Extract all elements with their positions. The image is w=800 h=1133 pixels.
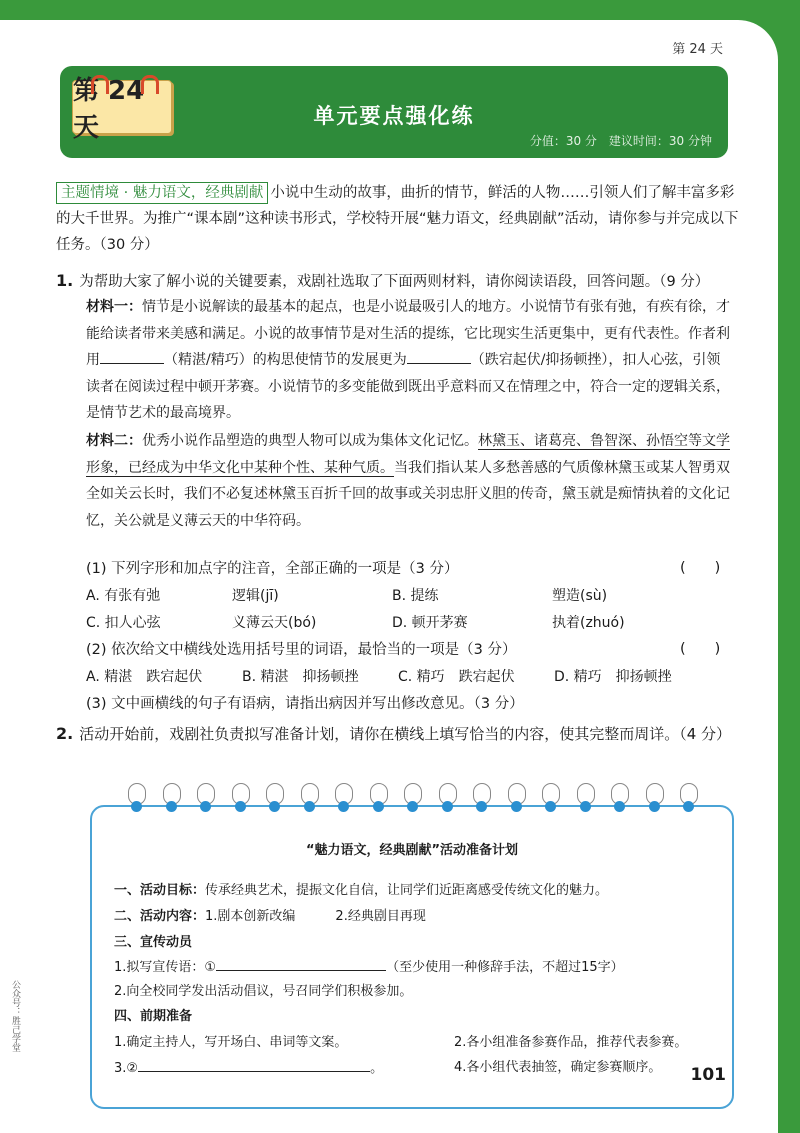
- page-title: 单元要点强化练: [313, 104, 475, 128]
- promo-text: 1.拟写宣传语：①: [114, 960, 217, 975]
- material-2: [86, 428, 734, 534]
- question-1: [56, 268, 746, 295]
- answer-blank[interactable]: [138, 1058, 370, 1072]
- spiral-ring-icon: [439, 783, 459, 813]
- answer-blank[interactable]: [216, 957, 386, 971]
- option-d-pinyin: 执着(zhuó): [552, 615, 625, 631]
- prep-text: 3.②: [114, 1061, 139, 1076]
- option-a-pinyin: 逻辑(jī): [232, 588, 279, 604]
- question-number: 1.: [56, 271, 74, 290]
- score-time-info: 分值：30 分 建议时间：30 分钟: [529, 134, 712, 148]
- section-label: 二、活动内容：: [114, 909, 206, 924]
- spiral-ring-icon: [611, 783, 631, 813]
- page-number: 101: [690, 1065, 726, 1085]
- calendar-ring-icon: [91, 75, 109, 94]
- promo-hint: （至少使用一种修辞手法，不超过15字）: [386, 960, 624, 975]
- spiral-ring-icon: [680, 783, 700, 813]
- answer-paren[interactable]: ( ): [680, 560, 721, 576]
- material-text: （精湛/精巧）的构思使情节的发展更为: [164, 352, 407, 368]
- material-label: 材料二：: [86, 433, 142, 449]
- spiral-ring-icon: [473, 783, 493, 813]
- underlined-sentence: 林黛玉、诸葛亮、鲁智深、孙悟空等文学形象，已经成为中华文化中某种个性、某种气质。: [86, 433, 730, 476]
- spiral-ring-icon: [335, 783, 355, 813]
- option-c[interactable]: C. 扣人心弦: [86, 615, 161, 631]
- spiral-ring-icon: [163, 783, 183, 813]
- section-label: 三、宣传动员: [114, 935, 193, 950]
- section-label: 四、前期准备: [114, 1009, 193, 1024]
- option-d[interactable]: D. 顿开茅赛: [392, 615, 468, 631]
- option-b[interactable]: B. 提练: [392, 588, 439, 604]
- spiral-ring-icon: [128, 783, 148, 813]
- header-banner: [60, 66, 728, 158]
- material-label: 材料一：: [86, 299, 142, 315]
- answer-paren[interactable]: ( ): [680, 641, 721, 657]
- content-item: 1.剧本创新改编: [205, 909, 296, 924]
- spiral-ring-icon: [232, 783, 252, 813]
- answer-blank[interactable]: [407, 349, 471, 364]
- material-text: （跌宕起伏/抑扬顿挫），扣人心弦，引领读者在阅读过程中顿开茅赛。小说情节的多变能做到既出乎意料而又在情理之中，符合一定的逻辑关系，是情节艺术的最高境界。: [86, 352, 730, 421]
- plan-goal-text: 传承经典艺术，提振文化自信，让同学们近距离感受传统文化的魅力。: [205, 883, 609, 898]
- material-1: [86, 294, 734, 427]
- sub-question-1: (1) 下列字形和加点字的注音，全部正确的一项是（3 分）: [86, 561, 459, 577]
- spiral-ring-icon: [508, 783, 528, 813]
- day-label-top: 第 24 天: [672, 42, 723, 57]
- option-d[interactable]: D. 精巧 抑扬顿挫: [554, 669, 672, 685]
- plan-prep-3: [114, 1058, 383, 1079]
- option-b[interactable]: B. 精湛 抑扬顿挫: [242, 669, 359, 685]
- spiral-ring-icon: [197, 783, 217, 813]
- plan-promo-1: [114, 957, 624, 978]
- side-note: 公众号：胜己学堂: [10, 980, 20, 1052]
- option-b-pinyin: 塑造(sù): [552, 588, 608, 604]
- calendar-ring-icon: [141, 75, 159, 94]
- spiral-ring-icon: [577, 783, 597, 813]
- plan-notebook: [90, 805, 734, 1109]
- spiral-ring-icon: [301, 783, 321, 813]
- material-text: 情节是小说解读的最基本的起点，也是小说最吸引人的地方。小说情节有张有弛，有疾有徐，才能给读者带来美感和满足。小说的故事情节是对生活的提练，它比现实生活更集中，更有代表性。作者利用: [86, 299, 730, 368]
- prep-text: 。: [370, 1061, 384, 1076]
- option-c-pinyin: 义薄云天(bó): [232, 615, 317, 631]
- day-badge-text: 第 24 天: [73, 76, 145, 143]
- spiral-ring-icon: [646, 783, 666, 813]
- section-label: 一、活动目标：: [114, 883, 206, 898]
- theme-tag: 主题情境 · 魅力语文，经典剧献: [56, 182, 268, 204]
- option-a[interactable]: A. 有张有弛: [86, 588, 161, 604]
- material-text: 优秀小说作品塑造的典型人物可以成为集体文化记忆。: [142, 433, 478, 449]
- plan-prep-4: 4.各小组代表抽签，确定参赛顺序。: [454, 1060, 662, 1075]
- plan-promo-label: [114, 933, 192, 953]
- sub-question-2: (2) 依次给文中横线处选用括号里的词语，最恰当的一项是（3 分）: [86, 642, 517, 658]
- plan-goal: [114, 881, 608, 901]
- plan-prep-1: 1.确定主持人，写开场白、串词等文案。: [114, 1035, 348, 1050]
- option-c[interactable]: C. 精巧 跌宕起伏: [398, 669, 515, 685]
- plan-title: “魅力语文，经典剧献”活动准备计划: [305, 843, 519, 858]
- plan-prep-2: 2.各小组准备参赛作品，推荐代表参赛。: [454, 1035, 688, 1050]
- material-text: 当我们指认某人多愁善感的气质像林黛玉或某人智勇双全如关云长时，我们不必复述林黛玉百折千回的故事或关羽忠肝义胆的传奇，黛玉就是痴情执着的文化记忆，关公就是义薄云天的中华符码。: [86, 459, 730, 529]
- intro-text: 小说中生动的故事，曲折的情节，鲜活的人物……引领人们了解丰富多彩的大千世界。为推广“课本剧”这种读书形式，学校特开展“魅力语文，经典剧献”活动，请你参与并完成以下任务。（30 分）: [56, 185, 739, 253]
- intro-paragraph: [56, 180, 746, 258]
- spiral-ring-icon: [370, 783, 390, 813]
- question-text: 活动开始前，戏剧社负责拟写准备计划，请你在横线上填写恰当的内容，使其完整而周详。（4 分）: [79, 725, 732, 743]
- page: [0, 20, 778, 1133]
- plan-content: [114, 907, 426, 927]
- spiral-ring-icon: [542, 783, 562, 813]
- option-a[interactable]: A. 精湛 跌宕起伏: [86, 669, 203, 685]
- sub-question-3: (3) 文中画横线的句子有语病，请指出病因并写出修改意见。（3 分）: [86, 696, 524, 712]
- question-number: 2.: [56, 724, 74, 743]
- plan-promo-2: 2.向全校同学发出活动倡议，号召同学们积极参加。: [114, 984, 413, 999]
- spiral-ring-icon: [404, 783, 424, 813]
- answer-blank[interactable]: [100, 349, 164, 364]
- content-item: 2.经典剧目再现: [335, 909, 426, 924]
- spiral-ring-icon: [266, 783, 286, 813]
- question-2: [56, 720, 746, 748]
- plan-prep-label: [114, 1007, 192, 1027]
- question-text: 为帮助大家了解小说的关键要素，戏剧社选取了下面两则材料，请你阅读语段，回答问题。（9 分）: [79, 274, 710, 290]
